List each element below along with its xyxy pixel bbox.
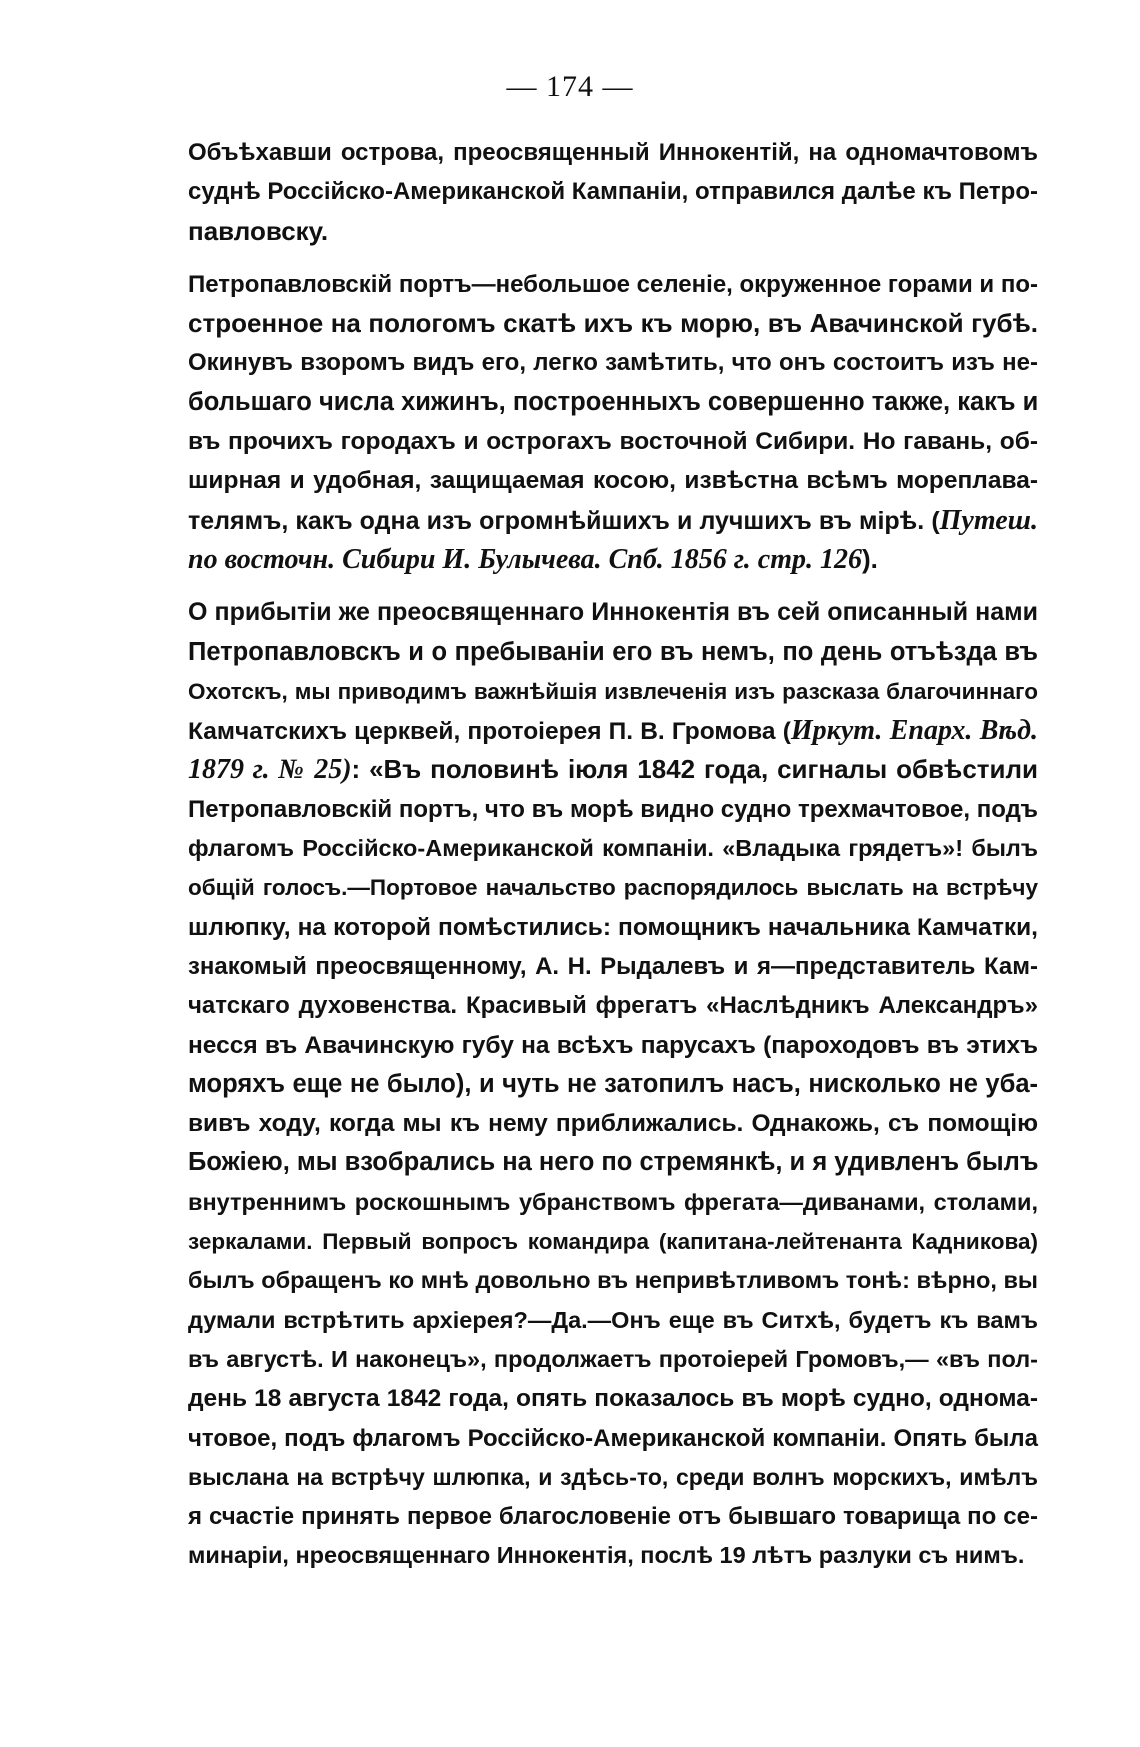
text-line: думали встрѣтить архіерея?—Да.—Онъ еще въ Ситхѣ, будетъ къ вамъ [188, 1306, 1038, 1333]
text-line: въ августѣ. И наконецъ», продолжаетъ протоіерей Громовъ,— «въ пол- [188, 1345, 1038, 1372]
body-text [188, 133, 1038, 1576]
citation-close: ). [861, 543, 878, 574]
text-line: Петропавловскій портъ—небольшое селеніе, окруженное горами и по- [188, 270, 1038, 298]
text-line: несся въ Авачинскую губу на всѣхъ парусахъ (пароходовъ въ этихъ [188, 1031, 1038, 1059]
text-line: Охотскъ, мы приводимъ важнѣйшія извлеченія изъ разсказа благочиннаго [188, 678, 1038, 704]
text-line: Петропавловскъ и о пребываніи его въ немъ, по день отъѣзда въ [188, 637, 1038, 666]
text-line: Окинувъ взоромъ видъ его, легко замѣтить, что онъ состоитъ изъ не- [188, 349, 1038, 377]
text-line: знакомый преосвященному, А. Н. Рыдалевъ и я—представитель Кам- [188, 952, 1038, 980]
citation-irkutsk-2: 1879 г. № 25) [188, 754, 352, 786]
text-line: павловску. [188, 215, 329, 246]
citation-irkutsk-1: Иркут. Епарх. Вѣд. [790, 715, 1038, 747]
text-line: минаріи, нреосвященнаго Иннокентія, послѣ 19 лѣтъ разлуки съ нимъ. [188, 1542, 1025, 1569]
text-line: большаго числа хижинъ, построенныхъ совершенно также, какъ и [188, 387, 1039, 416]
text-line: внутреннимъ роскошнымъ убранствомъ фрегата—диванами, столами, [188, 1188, 1038, 1215]
paragraph-gap [188, 579, 1038, 593]
text-line: общій голосъ.—Портовое начальство распорядилось выслать на встрѣчу [188, 875, 1038, 901]
text-line-part: телямъ, какъ одна изъ огромнѣйшихъ и лучшихъ въ мірѣ. [188, 506, 925, 535]
citation-open: ( [931, 506, 940, 535]
text-line: выслана на встрѣчу шлюпка, и здѣсь-то, среди волнъ морскихъ, имѣлъ [188, 1463, 1038, 1490]
text-line: Объѣхавши острова, преосвященный Иннокентій, на одномачтовомъ [188, 139, 1038, 166]
page-number: — 174 — [506, 70, 634, 103]
text-line: чтовое, подъ флагомъ Россійско-Американской компаніи. Опять была [188, 1424, 1038, 1452]
text-line: суднѣ Россійско-Американской Кампаніи, отправился далѣе къ Петро- [188, 178, 1038, 206]
text-line-part: Камчатскихъ церквей, протоіерея П. В. Громова [188, 718, 776, 746]
text-line: чатскаго духовенства. Красивый фрегатъ «Наслѣдникъ Александръ» [188, 992, 1038, 1020]
text-line [188, 540, 1038, 579]
text-line: Божіею, мы взобрались на него по стремянкѣ, и я удивленъ былъ [188, 1148, 1039, 1177]
citation-travel-2: по восточн. Сибири И. Булычева. Спб. 1856 г. стр. 126 [188, 543, 862, 575]
text-line: строенное на пологомъ скатѣ ихъ къ морю, въ Авачинской губѣ. [188, 308, 1038, 339]
text-line: моряхъ еще не было), и чуть не затопилъ насъ, нисколько не уба- [188, 1069, 1038, 1098]
text-line: я счастіе принять первое благословеніе отъ бывшаго товарища по се- [188, 1503, 1038, 1531]
text-line: О прибытіи же преосвященнаго Иннокентія въ сей описанный нами [188, 598, 1038, 627]
text-line: день 18 августа 1842 года, опять показалось въ морѣ судно, однома- [188, 1385, 1038, 1413]
text-line: въ прочихъ городахъ и острогахъ восточной Сибири. Но гавань, об- [188, 428, 1038, 456]
text-line: Петропавловскій портъ, что въ морѣ видно судно трехмачтовое, подъ [188, 795, 1038, 823]
text-line: Камчатскихъ церквей, протоіерея П. В. Громова (Иркут. Епарх. Вѣд. [188, 715, 1038, 747]
text-line-part: : «Въ половинѣ іюля 1842 года, сигналы обвѣстили [351, 754, 1038, 785]
paragraph-gap [188, 251, 1038, 265]
citation-travel-1: Путеш. [939, 504, 1039, 536]
text-line: зеркалами. Первый вопросъ командира (капитана-лейтенанта Кадникова) [188, 1229, 1038, 1255]
text-line [188, 501, 1038, 540]
text-line: флагомъ Россійско-Американской компаніи. «Владыка грядетъ»! былъ [188, 835, 1038, 862]
text-line: вивъ ходу, когда мы къ нему приближались. Однакожь, съ помощію [188, 1110, 1038, 1138]
text-line: былъ обращенъ ко мнѣ довольно въ непривѣтливомъ тонѣ: вѣрно, вы [188, 1267, 1038, 1294]
text-line: ширная и удобная, защищаемая косою, извѣстна всѣмъ мореплава- [188, 467, 1038, 495]
text-line [188, 750, 1038, 789]
text-line: шлюпку, на которой помѣстились: помощникъ начальника Камчатки, [188, 913, 1038, 941]
